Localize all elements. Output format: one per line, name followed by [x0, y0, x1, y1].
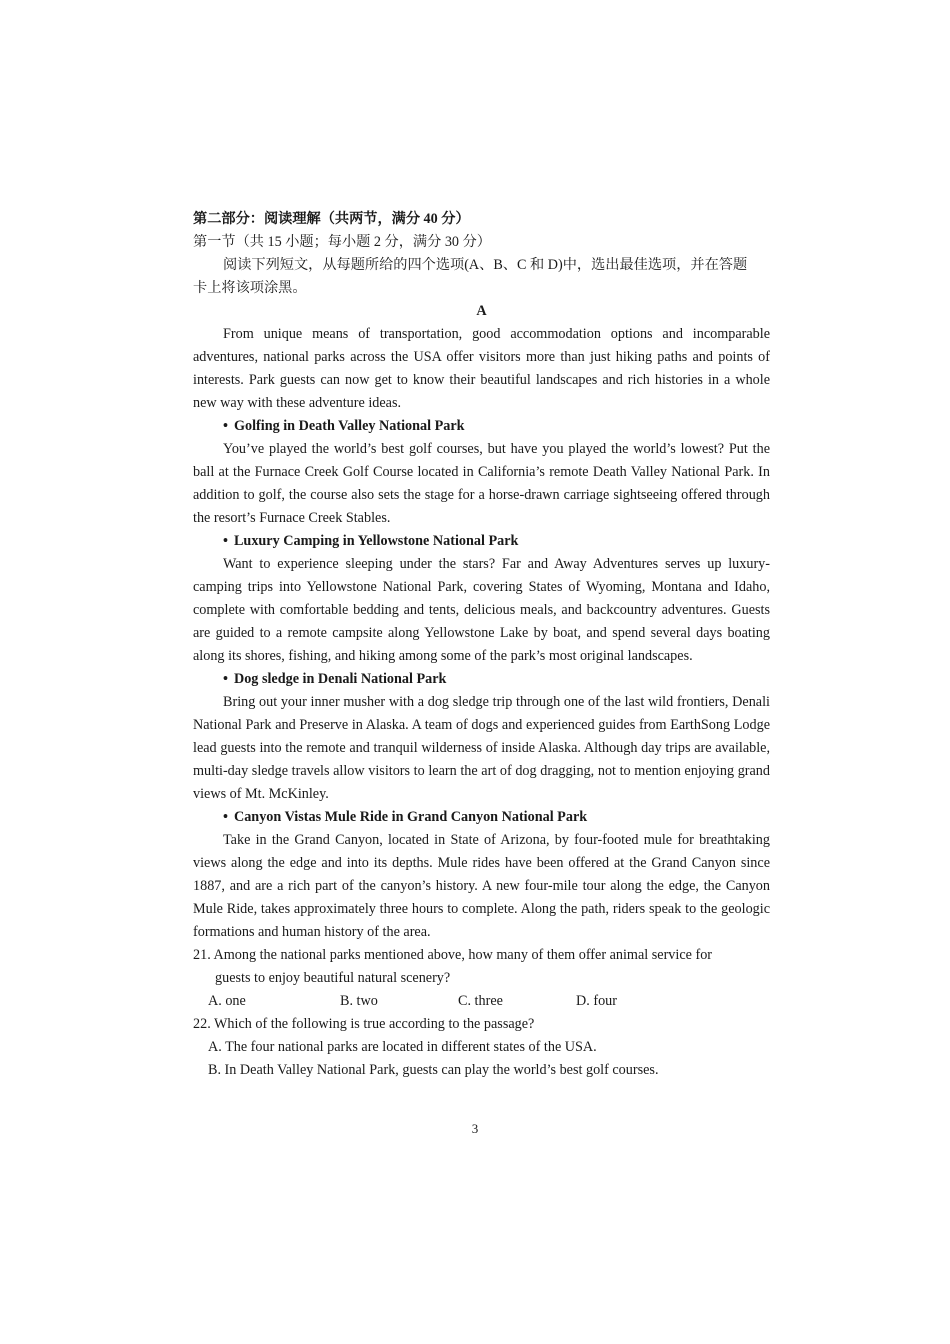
- bullet-icon: •: [223, 809, 228, 825]
- item-body: Bring out your inner musher with a dog sledge trip through one of the last wild frontiers, Denali National Park and Preserve in Alaska. A team of dogs and experienced guides from EarthSong Lodge lead guests into the remote and tranquil wilderness of inside Alaska. Although day trips are available, multi-day sledge travels allow visitors to learn the art of dog dragging, not to mention enjoying grand views of Mt. McKinley.: [193, 694, 770, 802]
- item-heading: • Dog sledge in Denali National Park: [223, 671, 447, 687]
- bullet-icon: •: [223, 418, 228, 434]
- passage-label: A: [476, 303, 487, 319]
- section-title: 第二部分：阅读理解（共两节，满分 40 分）: [193, 211, 470, 227]
- item-heading: • Canyon Vistas Mule Ride in Grand Canyon National Park: [223, 809, 588, 825]
- section-subtitle: 第一节（共 15 小题；每小题 2 分，满分 30 分）: [193, 234, 491, 250]
- item-body: You’ve played the world’s best golf courses, but have you played the world’s lowest? Put the ball at the Furnace Creek Golf Course located in California’s remote Death Valley National Park. In addition to golf, the course also sets the stage for a horse-drawn carriage sightseeing offered through the resort’s Furnace Creek Stables.: [193, 441, 770, 526]
- bullet-icon: •: [223, 671, 228, 687]
- exam-page: [193, 208, 770, 1082]
- question-22-stem: 22. Which of the following is true according to the passage?: [193, 1016, 535, 1032]
- item-body: Take in the Grand Canyon, located in State of Arizona, by four-footed mule for breathtaking views along the edge and into its depths. Mule rides have been offered at the Grand Canyon since 1887, and are a rich part of the canyon’s history. A new four-mile tour along the edge, the Canyon Mule Ride, takes approximately three hours to complete. Along the path, riders speak to the geologic formations and human history of the area.: [193, 832, 770, 940]
- bullet-icon: •: [223, 533, 228, 549]
- instructions-line-2: 卡上将该项涂黑。: [193, 280, 307, 296]
- question-21-options: [193, 990, 770, 1013]
- instructions-line-1: 阅读下列短文，从每题所给的四个选项(A、B、C 和 D)中，选出最佳选项，并在答题: [223, 257, 748, 273]
- option-a[interactable]: A. one: [208, 993, 246, 1009]
- passage-intro: From unique means of transportation, good accommodation options and incomparable adventures, national parks across the USA offer visitors more than just hiking paths and points of interests. Park guests can now get to know their beautiful landscapes and rich histories in a whole new way with these adventure ideas.: [193, 326, 770, 411]
- question-22-option-a[interactable]: A. The four national parks are located in different states of the USA.: [208, 1039, 597, 1055]
- item-heading: • Golfing in Death Valley National Park: [223, 418, 465, 434]
- item-heading: • Luxury Camping in Yellowstone National Park: [223, 533, 519, 549]
- question-22-option-b[interactable]: B. In Death Valley National Park, guests can play the world’s best golf courses.: [208, 1062, 659, 1078]
- question-21-line-1: 21. Among the national parks mentioned above, how many of them offer animal service for: [193, 947, 713, 963]
- question-21-line-2: guests to enjoy beautiful natural scenery?: [215, 970, 451, 986]
- page-number: 3: [471, 1121, 479, 1136]
- item-body: Want to experience sleeping under the stars? Far and Away Adventures serves up luxury-camping trips into Yellowstone National Park, covering States of Wyoming, Montana and Idaho, complete with comfortable bedding and tents, delicious meals, and backcountry adventures. Guests are guided to a remote campsite along Yellowstone Lake by boat, and spend several days boating along its shores, fishing, and hiking among some of the park’s most original landscapes.: [193, 556, 770, 664]
- option-b[interactable]: B. two: [340, 993, 378, 1009]
- option-c[interactable]: C. three: [458, 993, 503, 1009]
- option-d[interactable]: D. four: [576, 993, 617, 1009]
